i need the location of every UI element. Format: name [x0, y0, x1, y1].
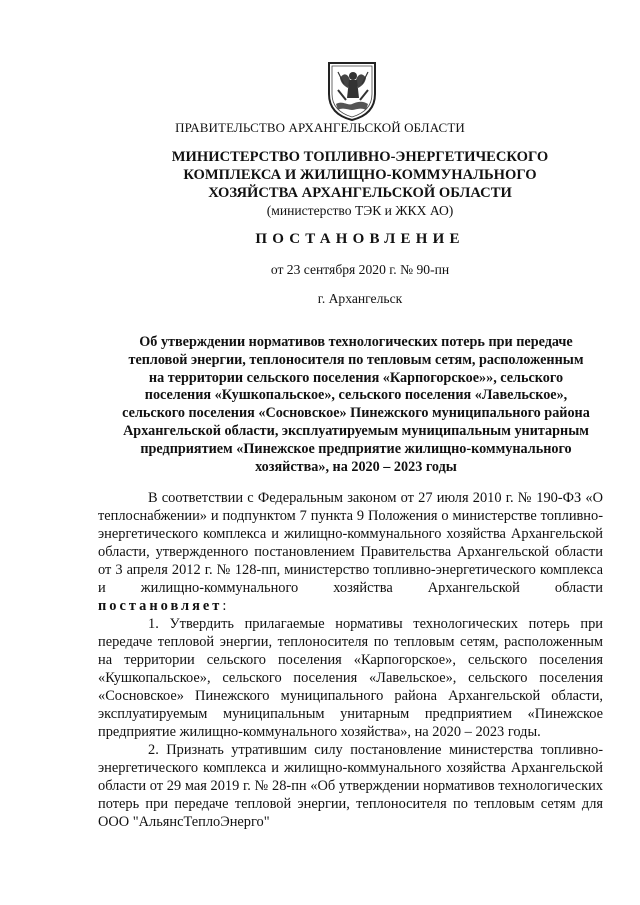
preamble-paragraph	[98, 489, 603, 615]
preamble-text: В соответствии с Федеральным законом от 27 июля 2010 г. № 190-ФЗ «О теплоснабжении» и подпунктом 7 пункта 9 Положения о министерстве топливно-энергетического комплекса и жилищно-коммунального хозяйства Архангельской области, утвержденного постановлением Правительства Архангельской области от 3 апреля 2012 г. № 128-пп, министерство топливно-энергетического комплекса и жилищно-коммунального хозяйства Архангельской области	[98, 490, 603, 596]
subject-line: предприятием «Пинежское предприятие жилищно-коммунального	[140, 440, 572, 457]
ministry-title-line: КОМПЛЕКСА И ЖИЛИЩНО-КОММУНАЛЬНОГО	[183, 167, 537, 183]
subject-line: тепловой энергии, теплоносителя по тепловым сетям, расположенным	[128, 351, 584, 368]
ministry-title-line: МИНИСТЕРСТВО ТОПЛИВНО-ЭНЕРГЕТИЧЕСКОГО	[171, 149, 549, 165]
subject-line: поселения «Кушкопальское», сельского поселения «Лавельское»,	[144, 387, 568, 404]
government-name: ПРАВИТЕЛЬСТВО АРХАНГЕЛЬСКОЙ ОБЛАСТИ	[175, 120, 465, 135]
ministry-title	[110, 148, 610, 202]
document-type: ПОСТАНОВЛЕНИЕ	[255, 231, 465, 247]
decree-colon: :	[222, 598, 227, 614]
document-city: г. Архангельск	[317, 291, 403, 306]
ministry-title-line: ХОЗЯЙСТВА АРХАНГЕЛЬСКОЙ ОБЛАСТИ	[208, 185, 512, 201]
item-2-paragraph: 2. Признать утратившим силу постановление министерства топливно-энергетического комплекса и жилищно-коммунального хозяйства Архангельской области от 29 мая 2019 г. № 28-пн «Об утверждении нормативов технологических потерь при передаче тепловой энергии, теплоносителя по тепловым сетям для ООО "АльянсТеплоЭнерго"	[98, 742, 603, 830]
subject-line: Об утверждении нормативов технологических потерь при передаче	[139, 334, 573, 350]
ministry-abbreviation: (министерство ТЭК и ЖКХ АО)	[266, 203, 454, 218]
subject-line: хозяйства», на 2020 – 2023 годы	[255, 458, 457, 475]
coat-of-arms-icon	[326, 60, 378, 122]
decree-word: постановляет	[98, 598, 223, 614]
subject-line: сельского поселения «Сосновское» Пинежского муниципального района	[122, 405, 590, 422]
subject-line: Архангельской области, эксплуатируемым муниципальным унитарным	[123, 422, 589, 439]
subject-line: на территории сельского поселения «Карпогорское»», сельского	[148, 369, 564, 386]
document-date-number: от 23 сентября 2020 г. № 90-пн	[270, 262, 450, 277]
document-body	[98, 489, 603, 831]
document-subject	[96, 334, 616, 476]
item-1-paragraph: 1. Утвердить прилагаемые нормативы технологических потерь при передаче тепловой энергии, теплоносителя по тепловым сетям, расположенным на территории сельского поселения «Карпогорское», сельского поселения «Кушкопальское», сельского поселения «Лавельское», сельского поселения «Сосновское» Пинежского муниципального района Архангельской области, эксплуатируемым муниципальным унитарным предприятием «Пинежское предприятие жилищно-коммунального хозяйства», на 2020 – 2023 годы.	[98, 616, 603, 740]
